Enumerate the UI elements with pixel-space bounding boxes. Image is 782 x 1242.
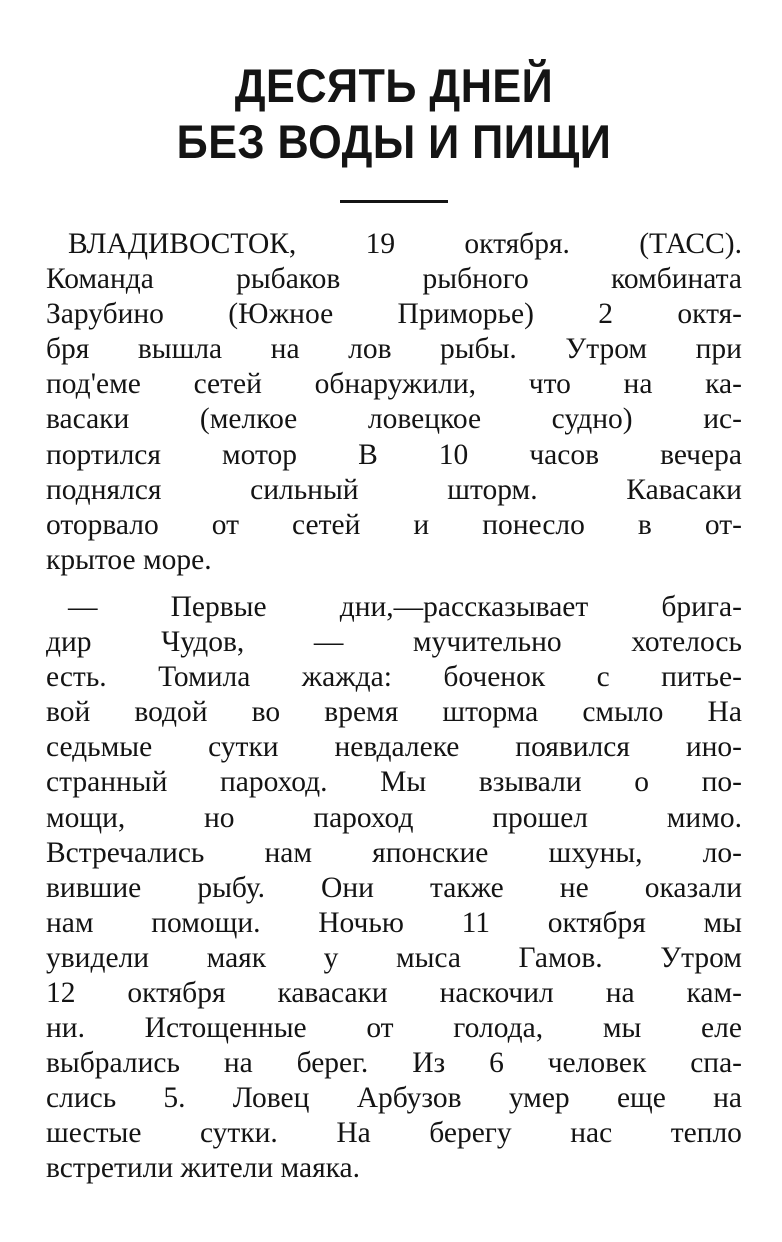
text-line: мощи, но пароход прошел мимо. [46,801,742,834]
text-line: 12 октября кавасаки наскочил на кам- [46,976,742,1009]
text-line: шестые сутки. На берегу нас тепло [46,1117,742,1150]
text-line: Встречались нам японские шхуны, ло- [46,836,742,869]
text-line: Команда рыбаков рыбного комбината [46,263,742,296]
paragraph-1 [46,227,742,578]
text-line: бря вышла на лов рыбы. Утром при [46,333,742,366]
text-line: поднялся сильный шторм. Кавасаки [46,473,742,506]
text-line: нам помощи. Ночью 11 октября мы [46,906,742,939]
text-line: ни. Истощенные от голода, мы еле [46,1012,742,1045]
headline-line: БЕЗ ВОДЫ И ПИЩИ [176,115,612,168]
text-line: есть. Томила жажда: боченок с питье- [46,661,742,694]
text-line: странный пароход. Мы взывали о по- [46,766,742,799]
text-line: крытое море. [46,543,212,576]
text-line: ВЛАДИВОСТОК, 19 октября. (ТАСС). [68,228,742,260]
text-line: васаки (мелкое ловецкое судно) ис- [46,403,742,436]
text-line: седьмые сутки невдалеке появился ино- [46,731,742,764]
text-line: встретили жители маяка. [46,1152,361,1185]
headline-line: ДЕСЯТЬ ДНЕЙ [234,59,554,112]
text-line: дир Чудов, — мучительно хотелось [46,626,742,659]
headline [74,58,714,170]
text-line: Зарубино (Южное Приморье) 2 октя- [46,298,742,331]
text-line: выбрались на берег. Из 6 человек спа- [46,1047,742,1080]
text-line: вившие рыбу. Они также не оказали [46,871,742,904]
text-line: оторвало от сетей и понесло в от- [46,508,742,541]
text-line: портился мотор В 10 часов вечера [46,438,742,471]
article-body [46,227,742,1187]
text-line: увидели маяк у мыса Гамов. Утром [46,941,742,974]
text-line: под'еме сетей обнаружили, что на ка- [46,368,742,401]
text-line: вой водой во время шторма смыло На [46,696,742,729]
text-line: слись 5. Ловец Арбузов умер еще на [46,1082,742,1115]
text-line: — Первые дни,—рассказывает брига- [68,590,742,623]
paragraph-2 [46,590,742,1187]
headline-divider [340,200,448,203]
